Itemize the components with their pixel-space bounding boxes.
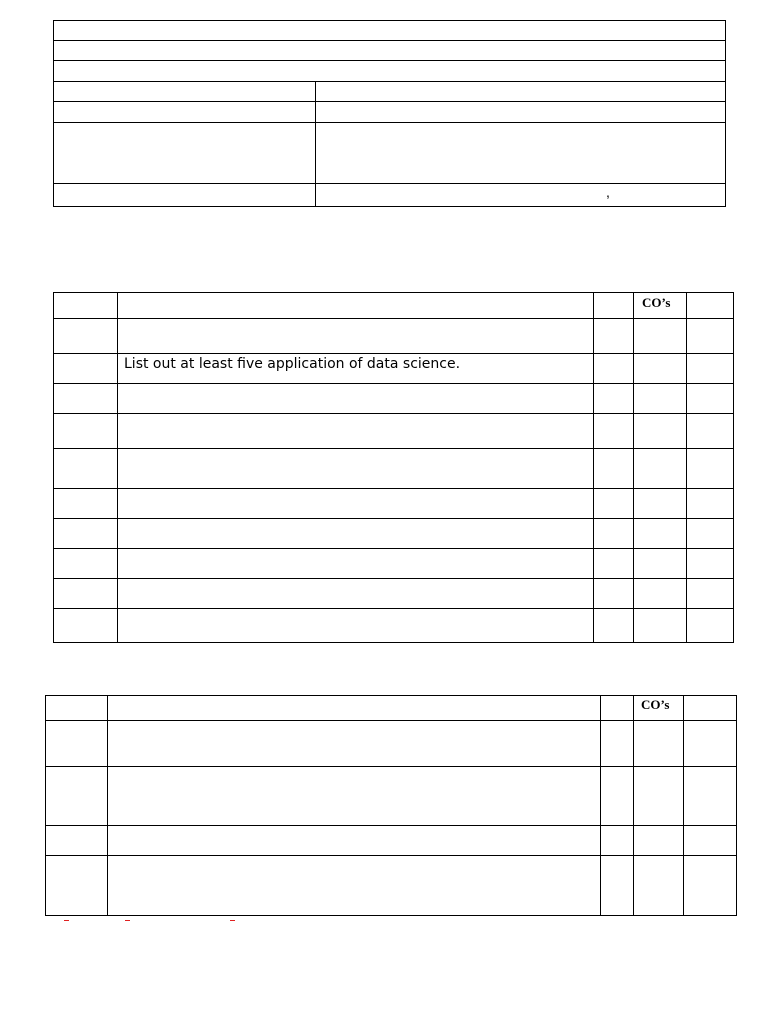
section-a-col-divider — [686, 292, 687, 643]
section-b-col-divider — [633, 695, 634, 916]
section-a-row-divider — [53, 488, 734, 489]
section-b-row-divider — [45, 825, 737, 826]
section-a-row-divider — [53, 608, 734, 609]
header-comma-mark: , — [606, 184, 610, 200]
red-tick-mark — [64, 920, 69, 921]
section-a-row-divider — [53, 413, 734, 414]
section-a-row-divider — [53, 578, 734, 579]
section-a-row-divider — [53, 518, 734, 519]
section-a-row-divider — [53, 383, 734, 384]
header-col-divider — [315, 81, 316, 207]
section-a-table — [53, 292, 734, 643]
header-info-table — [53, 20, 726, 207]
section-b-row-divider — [45, 766, 737, 767]
section-b-col-divider — [683, 695, 684, 916]
section-a-col-divider — [117, 292, 118, 643]
header-row-divider — [53, 183, 726, 184]
section-a-row-divider — [53, 353, 734, 354]
header-row-divider — [53, 40, 726, 41]
header-row-divider — [53, 60, 726, 61]
section-a-co-header: CO’s — [642, 295, 671, 310]
red-tick-mark — [230, 920, 235, 921]
section-b-col-divider — [107, 695, 108, 916]
header-row-divider — [53, 101, 726, 102]
section-b-row-divider — [45, 855, 737, 856]
section-a-row-divider — [53, 548, 734, 549]
section-a-row-divider — [53, 448, 734, 449]
header-row-divider — [53, 122, 726, 123]
section-a-row-divider — [53, 318, 734, 319]
section-b-row-divider — [45, 720, 737, 721]
section-a-question-text: List out at least five application of data science. — [124, 356, 461, 372]
section-b-col-divider — [600, 695, 601, 916]
section-b-co-header: CO’s — [641, 697, 670, 712]
header-row-divider — [53, 81, 726, 82]
section-a-col-divider — [633, 292, 634, 643]
section-a-col-divider — [593, 292, 594, 643]
red-tick-mark — [125, 920, 130, 921]
